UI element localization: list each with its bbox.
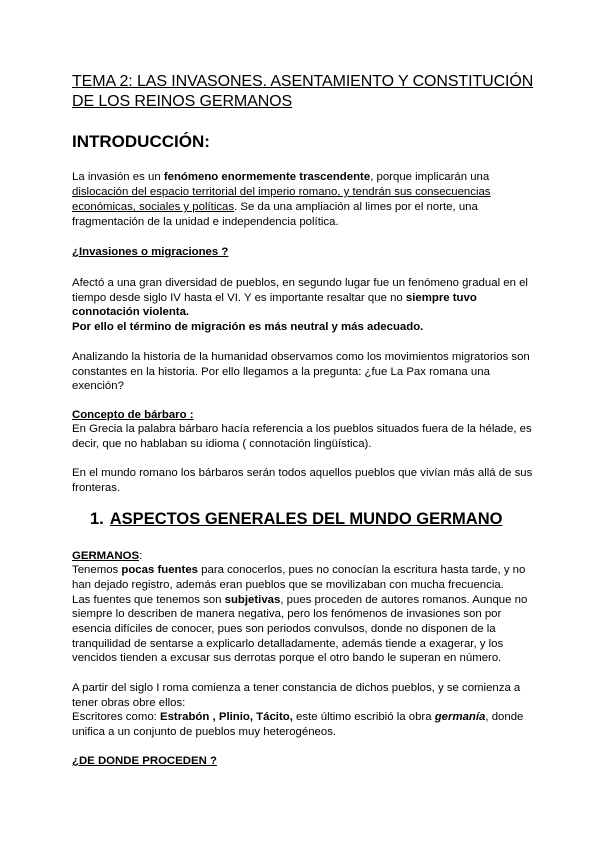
intro-bold: fenómeno enormemente trascendente xyxy=(163,171,371,183)
siglo-text: este último escribió la obra xyxy=(292,711,435,723)
germanos-text: , pues proceden de autores romanos. Aunque no xyxy=(280,594,528,606)
intro-text: La invasión es un xyxy=(72,171,164,183)
invasiones-line-3: connotación violenta. xyxy=(72,306,190,318)
germanos-heading-text: GERMANOS xyxy=(72,550,140,562)
analizando-line-3: exención? xyxy=(72,380,124,392)
intro-underlined: económicas, sociales y políticas xyxy=(72,201,235,213)
document-title xyxy=(72,72,533,112)
siglo-bold: Estrabón , Plinio, Tácito, xyxy=(159,711,293,723)
invasiones-line-4: Por ello el término de migración es más neutral y más adecuado. xyxy=(72,321,424,333)
invasiones-text: tiempo desde siglo IV hasta el VI. Y es importante resaltar que no xyxy=(72,292,406,304)
siglo-line-4: unifica a un conjunto de pueblos muy heterogéneos. xyxy=(72,726,337,738)
proceden-heading: ¿DE DONDE PROCEDEN ? xyxy=(72,755,217,767)
germanos-colon: : xyxy=(139,550,143,562)
title-line-2: DE LOS REINOS GERMANOS xyxy=(72,93,293,110)
title-line-1: TEMA 2: LAS INVASONES. ASENTAMIENTO Y CONSTITUCIÓN xyxy=(72,73,534,90)
germanos-line-7: vencidos tienden a excusar sus derrotas porque el otro bando le superan en número. xyxy=(72,652,502,664)
siglo-text: , donde xyxy=(485,711,524,723)
intro-line-3 xyxy=(72,200,478,214)
germanos-line-2: han dejado registro, además eran pueblos que se movilizaban con mucha frecuencia. xyxy=(72,579,504,591)
germanos-bold: subjetivas xyxy=(224,594,281,606)
invasiones-heading: ¿Invasiones o migraciones ? xyxy=(72,246,229,258)
siglo-line-1: A partir del siglo I roma comienza a tener constancia de dichos pueblos, y se comienza a xyxy=(72,682,521,694)
section-number: 1. xyxy=(90,510,104,528)
germanos-text: Tenemos xyxy=(72,564,122,576)
germanos-line-4: siempre lo describen de manera negativa, pero los fenómenos de invasiones son por xyxy=(72,608,502,620)
intro-line-4: fragmentación de la unidad e independencia política. xyxy=(72,216,339,228)
germanos-bold: pocas fuentes xyxy=(121,564,198,576)
intro-line-2: dislocación del espacio territorial del imperio romano, y tendrán sus consecuencias xyxy=(72,186,491,198)
germanos-heading xyxy=(72,549,142,563)
intro-heading: INTRODUCCIÓN: xyxy=(72,132,210,151)
siglo-bold-italic: germanía xyxy=(434,711,486,723)
barbaro-line-2: decir, que no hablaban su idioma ( connotación lingüística). xyxy=(72,438,372,450)
siglo-text: Escritores como: xyxy=(72,711,160,723)
barbaro-line-4: fronteras. xyxy=(72,482,121,494)
intro-text: , porque implicarán una xyxy=(370,171,490,183)
barbaro-heading: Concepto de bárbaro : xyxy=(72,409,194,421)
intro-text: . Se da una ampliación al limes por el norte, una xyxy=(234,201,478,213)
analizando-line-2: constantes en la historia. Por ello llegamos a la pregunta: ¿fue La Pax romana una xyxy=(72,366,490,378)
intro-line-1 xyxy=(72,170,489,184)
barbaro-line-3: En el mundo romano los bárbaros serán todos aquellos pueblos que vivían más allá de sus xyxy=(72,467,533,479)
germanos-line-5: esencia difíciles de conocer, pues son periodos convulsos, donde no disponen de la xyxy=(72,623,496,635)
germanos-line-3 xyxy=(72,593,527,607)
barbaro-line-1: En Grecia la palabra bárbaro hacía referencia a los pueblos situados fuera de la hélade, es xyxy=(72,423,532,435)
analizando-line-1: Analizando la historia de la humanidad observamos como los movimientos migratorios son xyxy=(72,351,530,363)
germanos-line-6: tranquilidad de sentarse a explicarlo detalladamente, además tiende a exagerar, y los xyxy=(72,638,504,650)
germanos-text: Las fuentes que tenemos son xyxy=(72,594,225,606)
germanos-line-1 xyxy=(72,563,525,577)
section-1-heading xyxy=(90,510,502,529)
invasiones-line-1: Afectó a una gran diversidad de pueblos, en segundo lugar fue un fenómeno gradual en el xyxy=(72,277,528,289)
section-title: ASPECTOS GENERALES DEL MUNDO GERMANO xyxy=(109,510,503,528)
germanos-text: para conocerlos, pues no conocían la escritura hasta tarde, y no xyxy=(197,564,526,576)
invasiones-line-2 xyxy=(72,291,477,305)
siglo-line-3 xyxy=(72,710,523,724)
siglo-line-2: tener obras obre ellos: xyxy=(72,697,186,709)
invasiones-bold: siempre tuvo xyxy=(405,292,477,304)
